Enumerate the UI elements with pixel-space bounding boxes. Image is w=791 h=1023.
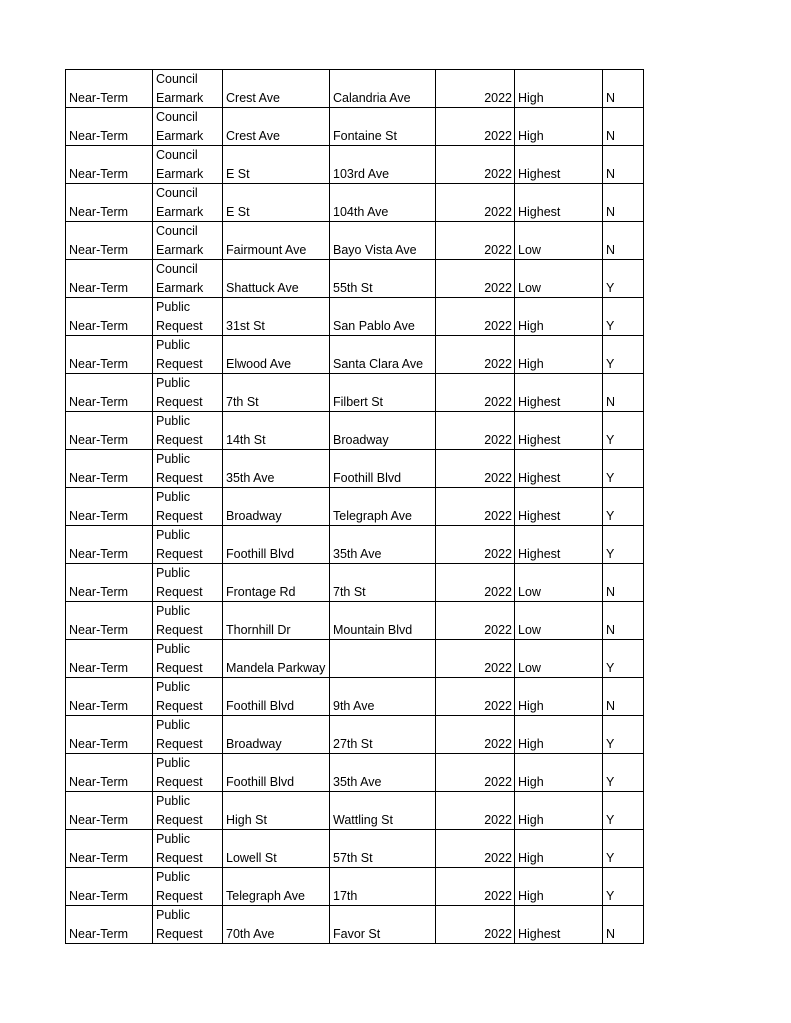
flag-cell: Y xyxy=(603,868,644,906)
cross-street-cell: Filbert St xyxy=(330,374,436,412)
request-type-line: Public xyxy=(156,490,191,504)
request-type-cell xyxy=(153,830,223,868)
year-cell: 2022 xyxy=(436,412,515,450)
request-type-line: Council xyxy=(156,224,198,238)
priority-cell: Highest xyxy=(515,184,603,222)
flag-cell: Y xyxy=(603,412,644,450)
request-type-line: Public xyxy=(156,604,191,618)
term-cell: Near-Term xyxy=(66,602,153,640)
term-cell: Near-Term xyxy=(66,792,153,830)
year-cell: 2022 xyxy=(436,374,515,412)
year-cell: 2022 xyxy=(436,184,515,222)
flag-cell: N xyxy=(603,906,644,944)
flag-cell: Y xyxy=(603,450,644,488)
street-cell: 7th St xyxy=(223,374,330,412)
request-type-line: Earmark xyxy=(156,166,204,181)
request-type-cell xyxy=(153,906,223,944)
year-cell: 2022 xyxy=(436,526,515,564)
term-cell: Near-Term xyxy=(66,754,153,792)
table-row xyxy=(66,146,644,184)
request-type-cell xyxy=(153,184,223,222)
street-cell: 14th St xyxy=(223,412,330,450)
table-row xyxy=(66,640,644,678)
priority-cell: Low xyxy=(515,640,603,678)
table-row xyxy=(66,488,644,526)
request-type-line: Request xyxy=(156,622,203,637)
term-cell: Near-Term xyxy=(66,906,153,944)
year-cell: 2022 xyxy=(436,906,515,944)
street-cell: High St xyxy=(223,792,330,830)
request-type-line: Earmark xyxy=(156,280,204,295)
request-type-line: Public xyxy=(156,680,191,694)
table-row xyxy=(66,412,644,450)
request-type-line: Earmark xyxy=(156,204,204,219)
priority-cell: Highest xyxy=(515,450,603,488)
cross-street-cell: Mountain Blvd xyxy=(330,602,436,640)
request-type-line: Public xyxy=(156,376,191,390)
flag-cell: N xyxy=(603,146,644,184)
term-cell: Near-Term xyxy=(66,412,153,450)
request-type-cell xyxy=(153,678,223,716)
priority-cell: High xyxy=(515,298,603,336)
request-type-cell xyxy=(153,564,223,602)
request-type-line: Council xyxy=(156,262,198,276)
cross-street-cell: 35th Ave xyxy=(330,526,436,564)
request-type-cell xyxy=(153,602,223,640)
street-cell: Telegraph Ave xyxy=(223,868,330,906)
street-cell: Mandela Parkway xyxy=(223,640,330,678)
term-cell: Near-Term xyxy=(66,526,153,564)
priority-cell: Highest xyxy=(515,906,603,944)
term-cell: Near-Term xyxy=(66,830,153,868)
priority-cell: High xyxy=(515,108,603,146)
cross-street-cell: 104th Ave xyxy=(330,184,436,222)
request-type-cell xyxy=(153,70,223,108)
street-cell: Crest Ave xyxy=(223,70,330,108)
cross-street-cell: Wattling St xyxy=(330,792,436,830)
table-row xyxy=(66,678,644,716)
request-type-line: Request xyxy=(156,812,203,827)
year-cell: 2022 xyxy=(436,678,515,716)
request-type-line: Request xyxy=(156,926,203,941)
request-type-cell xyxy=(153,260,223,298)
flag-cell: Y xyxy=(603,716,644,754)
request-type-cell xyxy=(153,450,223,488)
cross-street-cell: Foothill Blvd xyxy=(330,450,436,488)
street-cell: Foothill Blvd xyxy=(223,678,330,716)
flag-cell: Y xyxy=(603,640,644,678)
request-type-line: Public xyxy=(156,794,191,808)
table-row xyxy=(66,906,644,944)
street-cell: Broadway xyxy=(223,716,330,754)
year-cell: 2022 xyxy=(436,298,515,336)
request-type-line: Council xyxy=(156,110,198,124)
request-type-line: Public xyxy=(156,718,191,732)
flag-cell: N xyxy=(603,184,644,222)
cross-street-cell: 55th St xyxy=(330,260,436,298)
flag-cell: N xyxy=(603,70,644,108)
cross-street-cell: 9th Ave xyxy=(330,678,436,716)
request-type-line: Council xyxy=(156,148,198,162)
request-type-line: Public xyxy=(156,414,191,428)
request-type-cell xyxy=(153,146,223,184)
term-cell: Near-Term xyxy=(66,678,153,716)
table-row xyxy=(66,716,644,754)
request-type-line: Request xyxy=(156,584,203,599)
year-cell: 2022 xyxy=(436,716,515,754)
priority-cell: High xyxy=(515,754,603,792)
cross-street-cell: Calandria Ave xyxy=(330,70,436,108)
cross-street-cell: 57th St xyxy=(330,830,436,868)
term-cell: Near-Term xyxy=(66,564,153,602)
flag-cell: Y xyxy=(603,526,644,564)
request-type-cell xyxy=(153,374,223,412)
priority-cell: High xyxy=(515,678,603,716)
cross-street-cell: Bayo Vista Ave xyxy=(330,222,436,260)
request-type-line: Council xyxy=(156,186,198,200)
table-row xyxy=(66,70,644,108)
priority-cell: Highest xyxy=(515,412,603,450)
year-cell: 2022 xyxy=(436,108,515,146)
cross-street-cell: Favor St xyxy=(330,906,436,944)
request-type-line: Public xyxy=(156,870,191,884)
cross-street-cell: Santa Clara Ave xyxy=(330,336,436,374)
request-type-line: Request xyxy=(156,318,203,333)
flag-cell: Y xyxy=(603,488,644,526)
flag-cell: Y xyxy=(603,830,644,868)
cross-street-cell: Telegraph Ave xyxy=(330,488,436,526)
term-cell: Near-Term xyxy=(66,70,153,108)
term-cell: Near-Term xyxy=(66,184,153,222)
street-cell: Shattuck Ave xyxy=(223,260,330,298)
term-cell: Near-Term xyxy=(66,260,153,298)
cross-street-cell: Broadway xyxy=(330,412,436,450)
street-cell: 70th Ave xyxy=(223,906,330,944)
term-cell: Near-Term xyxy=(66,298,153,336)
table-row xyxy=(66,298,644,336)
priority-cell: Highest xyxy=(515,526,603,564)
priority-cell: High xyxy=(515,336,603,374)
table-row xyxy=(66,868,644,906)
request-type-cell xyxy=(153,754,223,792)
request-type-line: Request xyxy=(156,698,203,713)
request-type-line: Council xyxy=(156,72,198,86)
request-type-line: Earmark xyxy=(156,90,204,105)
priority-cell: Low xyxy=(515,222,603,260)
term-cell: Near-Term xyxy=(66,146,153,184)
street-cell: E St xyxy=(223,146,330,184)
year-cell: 2022 xyxy=(436,222,515,260)
request-type-line: Public xyxy=(156,338,191,352)
request-type-line: Earmark xyxy=(156,128,204,143)
request-type-line: Request xyxy=(156,356,203,371)
street-cell: 35th Ave xyxy=(223,450,330,488)
year-cell: 2022 xyxy=(436,792,515,830)
year-cell: 2022 xyxy=(436,602,515,640)
year-cell: 2022 xyxy=(436,450,515,488)
table-row xyxy=(66,564,644,602)
year-cell: 2022 xyxy=(436,336,515,374)
table-row xyxy=(66,602,644,640)
flag-cell: Y xyxy=(603,336,644,374)
request-type-line: Public xyxy=(156,452,191,466)
table-row xyxy=(66,374,644,412)
flag-cell: Y xyxy=(603,298,644,336)
street-cell: Fairmount Ave xyxy=(223,222,330,260)
year-cell: 2022 xyxy=(436,488,515,526)
street-cell: Crest Ave xyxy=(223,108,330,146)
table-row xyxy=(66,336,644,374)
project-table xyxy=(65,69,644,944)
flag-cell: Y xyxy=(603,792,644,830)
request-type-line: Earmark xyxy=(156,242,204,257)
request-type-cell xyxy=(153,222,223,260)
street-cell: Lowell St xyxy=(223,830,330,868)
year-cell: 2022 xyxy=(436,260,515,298)
request-type-cell xyxy=(153,868,223,906)
request-type-line: Request xyxy=(156,850,203,865)
priority-cell: Low xyxy=(515,602,603,640)
term-cell: Near-Term xyxy=(66,868,153,906)
term-cell: Near-Term xyxy=(66,488,153,526)
year-cell: 2022 xyxy=(436,70,515,108)
request-type-line: Public xyxy=(156,756,191,770)
cross-street-cell: 7th St xyxy=(330,564,436,602)
request-type-cell xyxy=(153,640,223,678)
term-cell: Near-Term xyxy=(66,108,153,146)
request-type-line: Public xyxy=(156,300,191,314)
year-cell: 2022 xyxy=(436,146,515,184)
priority-cell: High xyxy=(515,70,603,108)
priority-cell: High xyxy=(515,716,603,754)
flag-cell: N xyxy=(603,564,644,602)
cross-street-cell: 27th St xyxy=(330,716,436,754)
request-type-line: Public xyxy=(156,908,191,922)
request-type-line: Request xyxy=(156,546,203,561)
cross-street-cell: 35th Ave xyxy=(330,754,436,792)
priority-cell: Highest xyxy=(515,146,603,184)
flag-cell: Y xyxy=(603,754,644,792)
term-cell: Near-Term xyxy=(66,222,153,260)
year-cell: 2022 xyxy=(436,830,515,868)
request-type-line: Request xyxy=(156,774,203,789)
year-cell: 2022 xyxy=(436,640,515,678)
table-row xyxy=(66,184,644,222)
request-type-line: Request xyxy=(156,660,203,675)
street-cell: 31st St xyxy=(223,298,330,336)
street-cell: E St xyxy=(223,184,330,222)
table-row xyxy=(66,792,644,830)
request-type-line: Request xyxy=(156,470,203,485)
street-cell: Frontage Rd xyxy=(223,564,330,602)
cross-street-cell xyxy=(330,640,436,678)
street-cell: Elwood Ave xyxy=(223,336,330,374)
cross-street-cell: Fontaine St xyxy=(330,108,436,146)
request-type-line: Request xyxy=(156,508,203,523)
request-type-cell xyxy=(153,488,223,526)
flag-cell: N xyxy=(603,222,644,260)
request-type-cell xyxy=(153,336,223,374)
street-cell: Broadway xyxy=(223,488,330,526)
request-type-line: Public xyxy=(156,642,191,656)
year-cell: 2022 xyxy=(436,564,515,602)
flag-cell: Y xyxy=(603,260,644,298)
request-type-line: Public xyxy=(156,832,191,846)
request-type-line: Public xyxy=(156,528,191,542)
priority-cell: Highest xyxy=(515,374,603,412)
request-type-line: Public xyxy=(156,566,191,580)
request-type-cell xyxy=(153,716,223,754)
flag-cell: N xyxy=(603,678,644,716)
request-type-cell xyxy=(153,792,223,830)
request-type-line: Request xyxy=(156,888,203,903)
request-type-cell xyxy=(153,298,223,336)
request-type-cell xyxy=(153,108,223,146)
cross-street-cell: 103rd Ave xyxy=(330,146,436,184)
table-row xyxy=(66,260,644,298)
priority-cell: High xyxy=(515,868,603,906)
term-cell: Near-Term xyxy=(66,716,153,754)
priority-cell: Low xyxy=(515,260,603,298)
cross-street-cell: San Pablo Ave xyxy=(330,298,436,336)
term-cell: Near-Term xyxy=(66,374,153,412)
street-cell: Foothill Blvd xyxy=(223,526,330,564)
table-body xyxy=(66,70,644,944)
request-type-line: Request xyxy=(156,394,203,409)
priority-cell: High xyxy=(515,830,603,868)
priority-cell: High xyxy=(515,792,603,830)
request-type-line: Request xyxy=(156,432,203,447)
table-row xyxy=(66,222,644,260)
table-row xyxy=(66,450,644,488)
table-row xyxy=(66,526,644,564)
term-cell: Near-Term xyxy=(66,336,153,374)
year-cell: 2022 xyxy=(436,868,515,906)
table-row xyxy=(66,108,644,146)
request-type-cell xyxy=(153,526,223,564)
request-type-cell xyxy=(153,412,223,450)
year-cell: 2022 xyxy=(436,754,515,792)
table-row xyxy=(66,830,644,868)
flag-cell: N xyxy=(603,108,644,146)
term-cell: Near-Term xyxy=(66,450,153,488)
street-cell: Thornhill Dr xyxy=(223,602,330,640)
request-type-line: Request xyxy=(156,736,203,751)
flag-cell: N xyxy=(603,374,644,412)
term-cell: Near-Term xyxy=(66,640,153,678)
flag-cell: N xyxy=(603,602,644,640)
priority-cell: Low xyxy=(515,564,603,602)
priority-cell: Highest xyxy=(515,488,603,526)
table-row xyxy=(66,754,644,792)
street-cell: Foothill Blvd xyxy=(223,754,330,792)
cross-street-cell: 17th xyxy=(330,868,436,906)
